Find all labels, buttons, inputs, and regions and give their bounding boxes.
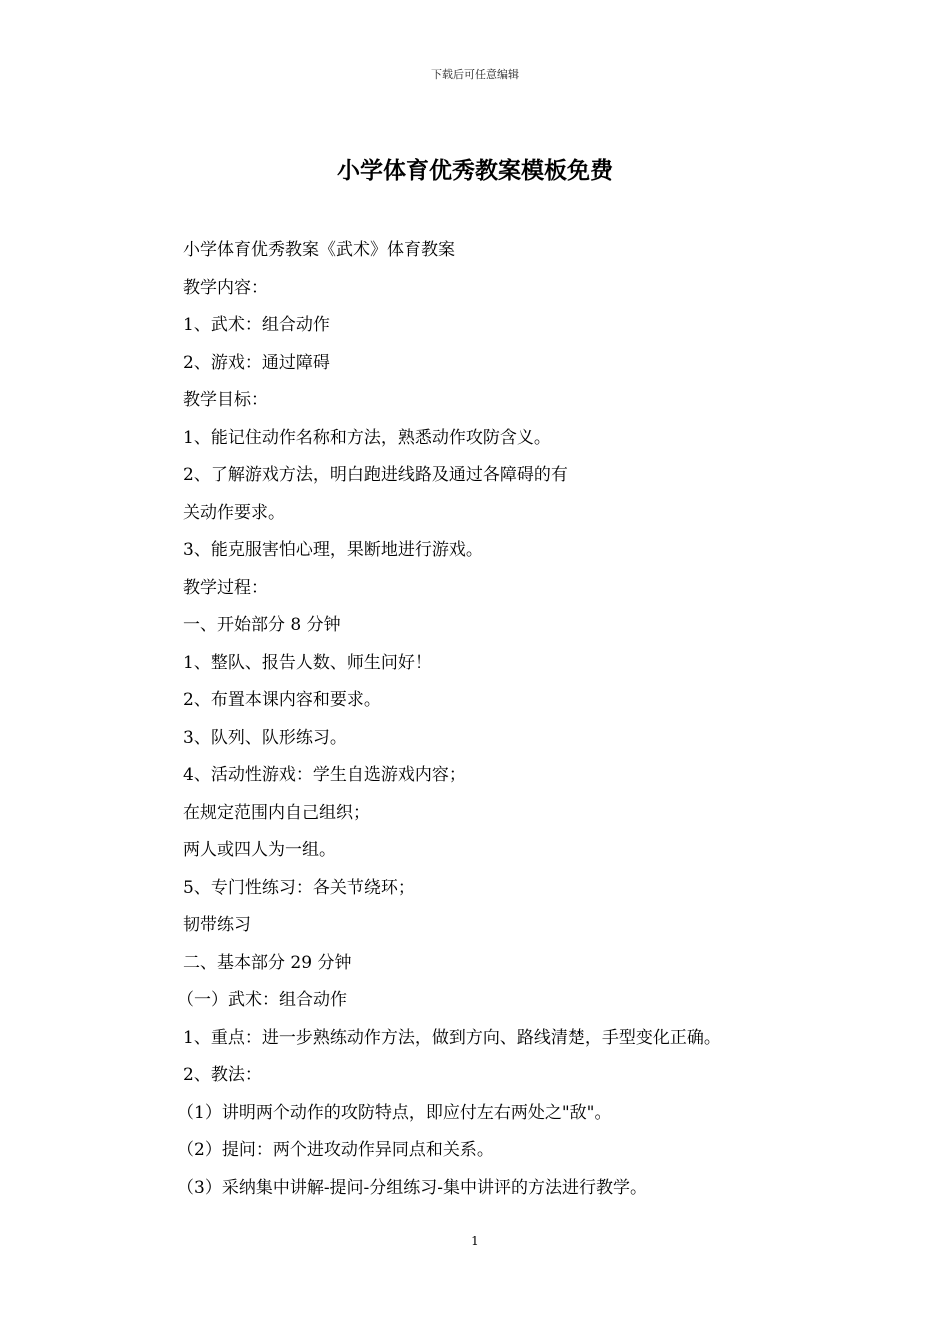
paragraph-line: 1、重点：进一步熟练动作方法，做到方向、路线清楚，手型变化正确。 [183,1027,721,1048]
paragraph-line: 3、队列、队形练习。 [183,727,347,748]
paragraph-line: 2、教法： [183,1065,262,1085]
paragraph-line: 教学内容： [183,277,268,298]
paragraph-line: 3、能克服害怕心理，果断地进行游戏。 [183,540,483,560]
paragraph-line: （2）提问：两个进攻动作异同点和关系。 [177,1140,494,1160]
paragraph-line: 教学目标： [183,390,268,410]
page-header-note: 下载后可任意编辑 [431,68,519,81]
paragraph-line: 4、活动性游戏：学生自选游戏内容； [183,765,466,785]
paragraph-line: （3）采纳集中讲解-提问-分组练习-集中讲评的方法进行教学。 [177,1177,648,1198]
paragraph-line: （1）讲明两个动作的攻防特点，即应付左右两处之"敌"。 [177,1102,612,1123]
paragraph-line: （一）武术：组合动作 [177,990,347,1010]
paragraph-line: 在规定范围内自己组织； [183,802,370,823]
page-number: 1 [471,1234,479,1248]
paragraph-line: 教学过程： [183,577,268,598]
paragraph-line: 1、整队、报告人数、师生问好！ [183,652,432,673]
document-title: 小学体育优秀教案模板免费 [337,157,613,184]
paragraph-line: 2、了解游戏方法，明白跑进线路及通过各障碍的有 [183,465,568,485]
paragraph-line: 两人或四人为一组。 [183,840,336,860]
paragraph-line: 小学体育优秀教案《武术》体育教案 [183,240,455,260]
paragraph-line: 1、能记住动作名称和方法，熟悉动作攻防含义。 [183,427,551,448]
paragraph-line: 关动作要求。 [183,502,285,523]
paragraph-line: 韧带练习 [183,915,251,935]
paragraph-line: 1、武术：组合动作 [183,315,330,335]
paragraph-line: 2、布置本课内容和要求。 [183,690,381,710]
paragraph-line: 2、游戏：通过障碍 [183,352,330,373]
paragraph-line: 5、专门性练习：各关节绕环； [183,877,415,898]
document-body [177,232,823,1207]
paragraph-line: 二、基本部分 29 分钟 [183,952,352,973]
paragraph-line: 一、开始部分 8 分钟 [183,615,341,635]
